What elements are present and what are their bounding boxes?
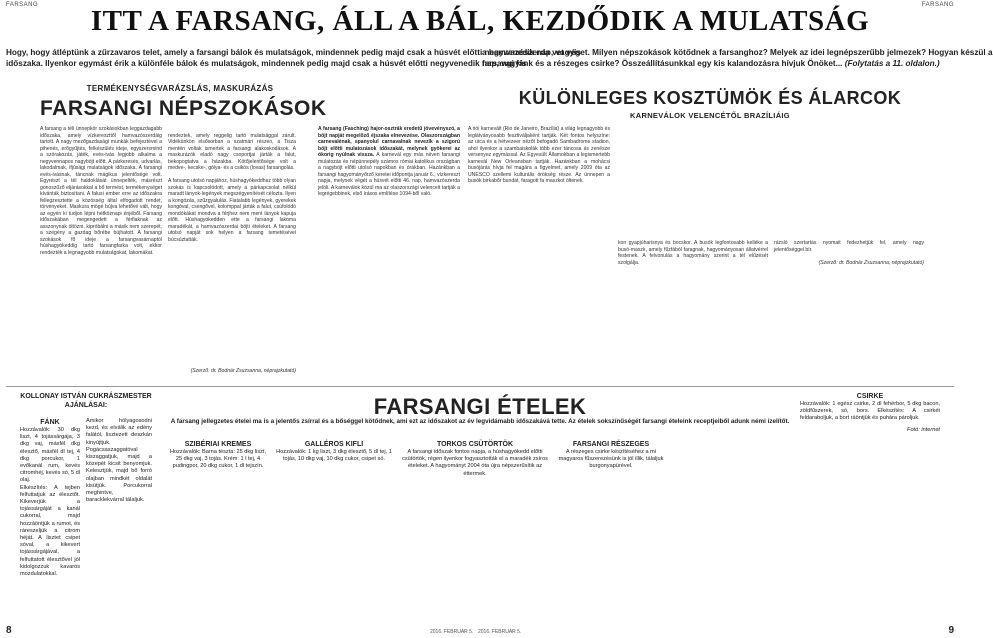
left-article-title: FARSANGI NÉPSZOKÁSOK bbox=[40, 97, 327, 120]
recipe-csirke-name: CSIRKE bbox=[856, 393, 884, 400]
running-head-right: FARSANG bbox=[921, 2, 954, 8]
running-head-left: FARSANG bbox=[6, 2, 39, 8]
right-article-col-1-lead: A farsang (Fasching) hajor-osztrák eredetű jövevényszó, a böjt napját megelőző éjszaka elnevezése. Olaszországban carnevalénak, spanyolul carnavalnak nevezik a szigorú böjt előtti mulatozások időszakát, melynek gyökerei az ókorig nyúlnak vissza. bbox=[318, 126, 460, 158]
right-article-col-3 bbox=[618, 240, 768, 376]
recipe-csirke-text: Hozzávalók: 1 egész csirke, 2 dl fehérbor, 5 dkg bacon, zöldfűszerek, só, bors. Elkészítés: A csirkét feldaraboljuk, a bort ráöntjük és puhára pároljuk. bbox=[800, 401, 940, 422]
lead-right bbox=[482, 47, 993, 69]
left-article-col-2-text: rendeztek, amely reggelig tartó mulatsággal zárult. Vidékünkön elsősorban a szatmári részen, a Tisza mentén voltak ismertek a farsangi alakoskodások. A maskurázók eladó nagy csoportjai járták a falut, bekopogtatva a házakba. Kötőjelentősége volt a medve-, kecske-, gólya- és a csikós (lovas) farsangolás. A farsang utolsó napjához, húshagyókeddhez több olyan szokás is kapcsolódott, amely a párkapcsolat nélkül maradt lányok-legények megszégyenítését célozta. Ilyen a kongózás, szűzgyalulás. Fiatalabb legények, gyerekek kongóval, csengővel, kolomppal járták a falut, csúfolódó mondókákat mondva a férjhez nem ment lányok kapuja előtt. Húshagyókedden ette a farsangi lakoma maradékát, a hamvazószerdai böjti ételeket. A farsang utolsó napját sok helyen a farsang temetésével búcsúztatták. bbox=[168, 132, 296, 243]
right-article-title: KÜLÖNLEGES KOSZTÜMÖK ÉS ÁLARCOK bbox=[518, 88, 902, 108]
continued-note: (Folytatás a 11. oldalon.) bbox=[844, 59, 940, 68]
recipe-siberian-name: SZIBÉRIAI KREMES bbox=[184, 441, 252, 448]
left-article-signature: (Szerző: dr. Bodnár Zsuzsanna, néprajzkutató) bbox=[190, 368, 296, 374]
recipe-siberian bbox=[168, 440, 268, 560]
right-article-col-2-text: A riói karnevált (Rio de Janeiro, Brazília) a világ legnagyobb és leglátványosabb fesztiváljaként tartják. Két fontos helyszíne: az utca és a hétvezeer nézőt befogadó Sambadrome stadion, ahol ilyenkor a szambaiskolák több ezer táncosa és zenésze versenyez egymással. Az Egyesült Államokban a legismertebb karnevál New Orleansban tartják. Hazánkban a mohácsi busójárás hívja fel magára a figyelmet, amely 2009 óta az UNESCO szellemi kulturális örökség része. Az ünnepen a busók birkabőr bundát, faragott fa maszkot öltenek. bbox=[468, 126, 610, 184]
lead-line-2: időszaka. Ilyenkor egymást érik a különféle bálok és mulatságok, mindennek pedig majd csak a húsvét előtti negyvenedik nap, vagyis bbox=[6, 59, 527, 68]
recipe-galleros-name: GALLÉROS KIFLI bbox=[304, 441, 364, 448]
recipe-fank-name: FÁNK bbox=[40, 419, 60, 426]
date-left: 2016. FEBRUÁR 5. bbox=[430, 629, 474, 635]
lead-left bbox=[6, 47, 581, 69]
recipe-csirke bbox=[800, 392, 940, 622]
recipe-torkos-text: A farsangi időszak fontos napja, a húshagyókedd előtti csütörtök, régen ilyenkor fogyasztották el a maradék zsíros ételeket. A hagyományt 2004 óta újra népszerűsítik az éttermek. bbox=[402, 449, 548, 477]
page-number-left: 8 bbox=[6, 625, 12, 636]
recipe-torkos-name: TORKOS CSÜTÖRTÖK bbox=[436, 441, 514, 448]
recipe-fank-text: Hozzávalók: 30 dkg liszt, 4 tojássárgája, 3 dkg vaj, másfél dkg élesztő, másfél dl tej, 4 dkg porcukor, 1 evőkanál rum, kevés citromhéj, kevés só, 5 dl olaj. Elkészítés: A tejben felfuttatjuk az élesztőt. Kikeverjük a tojássárgáját a kanál cukorral, majd hozzáöntjük a rumot, és ráreszeljük a citrom héját. A lisztet csipet sóval, a kikevert tojássárgájával, a felfuttatott élesztővel jól kidolgozzuk kavarós mozdulatokkal. bbox=[20, 427, 81, 578]
recipe-torkos bbox=[400, 440, 550, 570]
section-divider bbox=[6, 386, 954, 387]
left-article-col-2 bbox=[168, 126, 296, 364]
right-article-col-3-text: kon gyapjúharisnya és bocskor. A busók legfontosabb kelléke a busó-maszk, amely fűzfából faragnak, hagyományosan állatvérrel festenek. A felvonulás a hagyomány szerint a tél elűzését szolgálja. bbox=[618, 240, 768, 266]
recipe-fank-col-2-text: Amikor hólyagosodni kezd, és elválik az edény falától, lisztezett deszkán kinyújtjuk. Pogácsaszaggatóval kiszaggatjuk, majd a közepét kicsit benyomjuk. Kelesztjük, majd bő forró olajban mindkét oldalát kisütjük. Porcukorral meghintve, baracklekvárral tálaljuk. bbox=[86, 418, 152, 504]
recipe-reszeges-text: A részeges csirke készítéséhez a mi magyaros fűszerezésünk is jól illik, tálaljuk burgonyapürével. bbox=[558, 449, 664, 470]
lead-right-line-1: a hamvazószerda vet véget. Milyen népszokások kötődnek a farsanghoz? Melyek az idei legnépszerűbb jelmezek? Hogyan készül a bbox=[482, 48, 993, 57]
lead-right-line-2: farsangi fánk és a részeges csirke? Összeállításunkkal egy kis kalandozásra hívjuk Önöket... bbox=[482, 59, 843, 68]
recipe-fank-col-2 bbox=[86, 418, 152, 618]
food-intro: A farsang jellegzetes ételei ma is a jelentős zsírral és a bőséggel kötődnek, ami ezt az időszakot az év legvidámabb időszakává tette. Az ételek sokszínűségét farsangi ételeink receptjeiből adunk némi ízelítőt. bbox=[170, 418, 790, 425]
cook-title: KOLLONAY ISTVÁN CUKRÁSZMESTER AJÁNLÁSAI: bbox=[20, 393, 152, 409]
left-article-col-1 bbox=[40, 126, 162, 364]
right-article-col-4 bbox=[774, 240, 924, 300]
right-article-col-2 bbox=[468, 126, 610, 376]
left-article-kicker: TERMÉKENYSÉGVARÁZSLÁS, MASKURÁZÁS bbox=[86, 84, 274, 93]
date-right: 2016. FEBRUÁR 5. bbox=[478, 629, 522, 635]
right-article-col-4-text: rázsló szertartás nyomait fedezhetjük fel, amely nagy jelentőséggel bír. bbox=[774, 240, 924, 253]
recipe-siberian-text: Hozzávalók: Barna tészta: 25 dkg liszt, 25 dkg vaj, 3 tojás. Krém: 1 l tej, 4 pudingpor, 20 dkg cukor, 1 dl tejszín. bbox=[169, 449, 267, 470]
right-article-signature: (Szerző: dr. Bodnár Zsuzsanna, néprajzkutató) bbox=[818, 260, 924, 266]
right-article-col-1 bbox=[318, 126, 460, 376]
recipe-reszeges bbox=[556, 440, 666, 570]
right-article-subtitle: KARNEVÁLOK VELENCÉTŐL BRAZÍLIÁIG bbox=[630, 111, 790, 120]
recipe-galleros bbox=[274, 440, 394, 560]
recipe-galleros-text: Hozzávalók: 1 kg liszt, 3 dkg élesztő, 5 dl tej, 1 tojás, 10 dkg vaj, 10 dkg cukor, csipet só. bbox=[276, 449, 392, 463]
lead-line-1: Hogy, hogy átléptünk a zűrzavaros telet, amely a farsangi bálok és mulatságok, mindennek pedig majd csak a húsvét előtti negyvenedik nap, vagyis bbox=[6, 48, 581, 57]
food-title: FARSANGI ÉTELEK bbox=[373, 394, 587, 419]
left-article-col-1-text: A farsang a téli ünnepkör szokásokban leggazdagabb időszaka, amely vízkereszttől hamvazószerdáig tartott. A nagy mezőgazdasági munkák befejeztével a pihenés, erőgyűjtés, felkészülés ideje, egyszersmind a szórakozás, játék, evés-ivás legjobb alkalma a negyvennapos nagyböjt előtt. A párkeresés, udvarlás, lakodalmak, ifjúsági mulatságok időszaka. A farsangi evés-ivásnak, táncnak mágikus jelentősége volt. Egyrészt a tél haldoklását ünnepelték, másrészt gonoszűző eljárásokkal a bő termést, termékenységet kívánták biztosítani. A falusi ember erre az időszakra fellegzesztette a közösség által elfogadott rendet, törvényeket. Maskura mögé bújva lehetővé vált, hogy az egyén ki tudjon lépni hétköznapi énjéből. Farsang időszakában megengedett a férfiaknak az asszonynak öltözni, kipróbálni a másik nem szerepét, a szegény a gazdag bőrébe bújhatott. A farsangi szokások fő ideje a farsangvasárnaptól húshagyókeddig tartó farsangfarka volt, ekkor rendezték a legnagyobb mulatságokat, lakomákat. bbox=[40, 126, 162, 256]
right-article-col-1-text: A karnevál egy más néven farsangi mulatozás és népünnepély számos római katolikus országban a nagyböjt előtti utolsó napokban és órákban. Hazánkban a farsangi hagyományőrző keretei időpontja január 6., vízkereszt napja, melynek végét a húsvét előtti 46. nap, hamvazószerda jelöli. A karneválok közül ma az olaszországi velenceit tartják a legrégebbinek, első írásos említése 1094-ből való. bbox=[318, 152, 461, 197]
recipe-reszeges-name: FARSANGI RÉSZEGES bbox=[572, 441, 650, 448]
photo-credit: Fotó: internet bbox=[907, 426, 940, 433]
page-number-right: 9 bbox=[948, 625, 954, 636]
recipe-fank bbox=[20, 418, 80, 618]
page-headline: ITT A FARSANG, ÁLL A BÁL, KEZDŐDIK A MULATSÁG bbox=[90, 5, 870, 37]
